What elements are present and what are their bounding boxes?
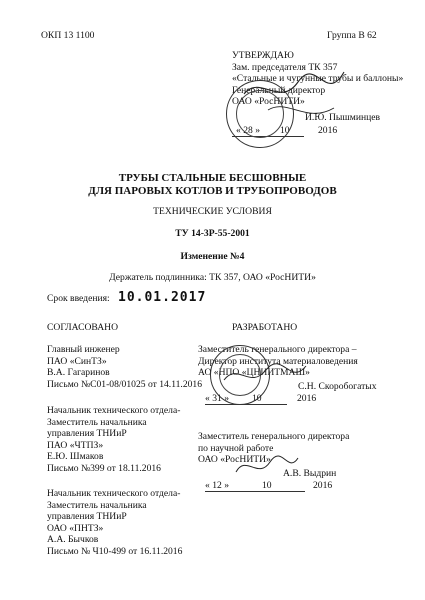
approval-line: «Стальные и чугунные трубы и баллоны» [232,73,404,85]
agreed-line: ОАО «ПНТЗ» [47,522,104,534]
agreed-line: Е.Ю. Шмаков [47,451,104,463]
approval-line: ОАО «РосНИТИ» [232,96,305,108]
approval-title: УТВЕРЖДАЮ [232,50,294,61]
developed-date-month: 10 [262,480,272,491]
approval-date-month: 10 [280,125,290,136]
intro-label: Срок введения: [47,293,110,304]
developed-date-year: 2016 [297,393,317,404]
agreed-line: управления ТНИиР [47,511,127,523]
agreed-block [47,405,180,475]
agreed-line: В.А. Гагаринов [47,367,110,379]
developed-date-day: « 31 » [205,393,229,404]
agreed-line: Письмо № Ч10-499 от 16.11.2016 [47,545,183,557]
approval-signer: И.Ю. Пышминцев [305,112,381,123]
approval-date-year: 2016 [318,125,338,136]
agreed-line: Начальник технического отдела- [47,488,181,499]
doc-change: Изменение №4 [180,251,245,262]
developed-title: РАЗРАБОТАНО [232,322,298,333]
developed-signature [220,356,310,396]
developed-signer: С.Н. Скоробогатых [298,381,377,392]
developed-line: ОАО «РосНИТИ» [198,454,271,466]
agreed-line: ПАО «ЧТПЗ» [47,439,104,451]
agreed-block [47,488,182,558]
group-code: Группа В 62 [327,30,377,41]
doc-holder: Держатель подлинника: ТК 357, ОАО «РосНИТИ» [109,272,316,283]
agreed-line: Начальник технического отдела- [47,405,181,416]
developed-line: АО «НПО «ЦНИИТМАШ» [198,367,310,379]
doc-code: ТУ 14-3Р-55-2001 [175,228,250,239]
developed-date-day: « 12 » [205,480,229,491]
approval-date-day: « 28 » [236,125,260,136]
approval-signature [240,64,350,134]
developed-line: Директор института материаловедения [198,355,358,367]
agreed-line: Письмо №С01-08/01025 от 14.11.2016 [47,378,203,390]
agreed-title: СОГЛАСОВАНО [47,322,119,333]
agreed-line: управления ТНИиР [47,428,127,440]
doc-title-line1: ТРУБЫ СТАЛЬНЫЕ БЕСШОВНЫЕ [118,172,307,184]
agreed-line: А.А. Бычков [47,534,99,546]
developed-date-year: 2016 [313,480,333,491]
developed-line: по научной работе [198,442,274,454]
developed-date-month: 10 [252,393,262,404]
developed-signature [232,452,302,482]
developed-line: Заместитель генерального директора – [198,344,357,355]
agreed-line: Письмо №399 от 18.11.2016 [47,462,161,474]
developed-line: Заместитель генерального директора [198,431,350,442]
doc-subtitle: ТЕХНИЧЕСКИЕ УСЛОВИЯ [153,206,272,217]
agreed-line: ПАО «СинТЗ» [47,355,107,367]
agreed-line: Главный инженер [47,344,120,355]
agreed-line: Заместитель начальника [47,416,147,428]
intro-date: 10.01.2017 [118,290,207,305]
agreed-block [47,344,202,390]
agreed-line: Заместитель начальника [47,499,147,511]
developed-signer: А.В. Выдрин [283,468,337,479]
approval-line: Генеральный директор [232,84,326,96]
approval-line: Зам. председателя ТК 357 [232,61,338,73]
developed-date-underline [205,491,305,492]
okp-code: ОКП 13 1100 [41,30,95,41]
doc-title-line2: ДЛЯ ПАРОВЫХ КОТЛОВ И ТРУБОПРОВОДОВ [88,185,337,197]
